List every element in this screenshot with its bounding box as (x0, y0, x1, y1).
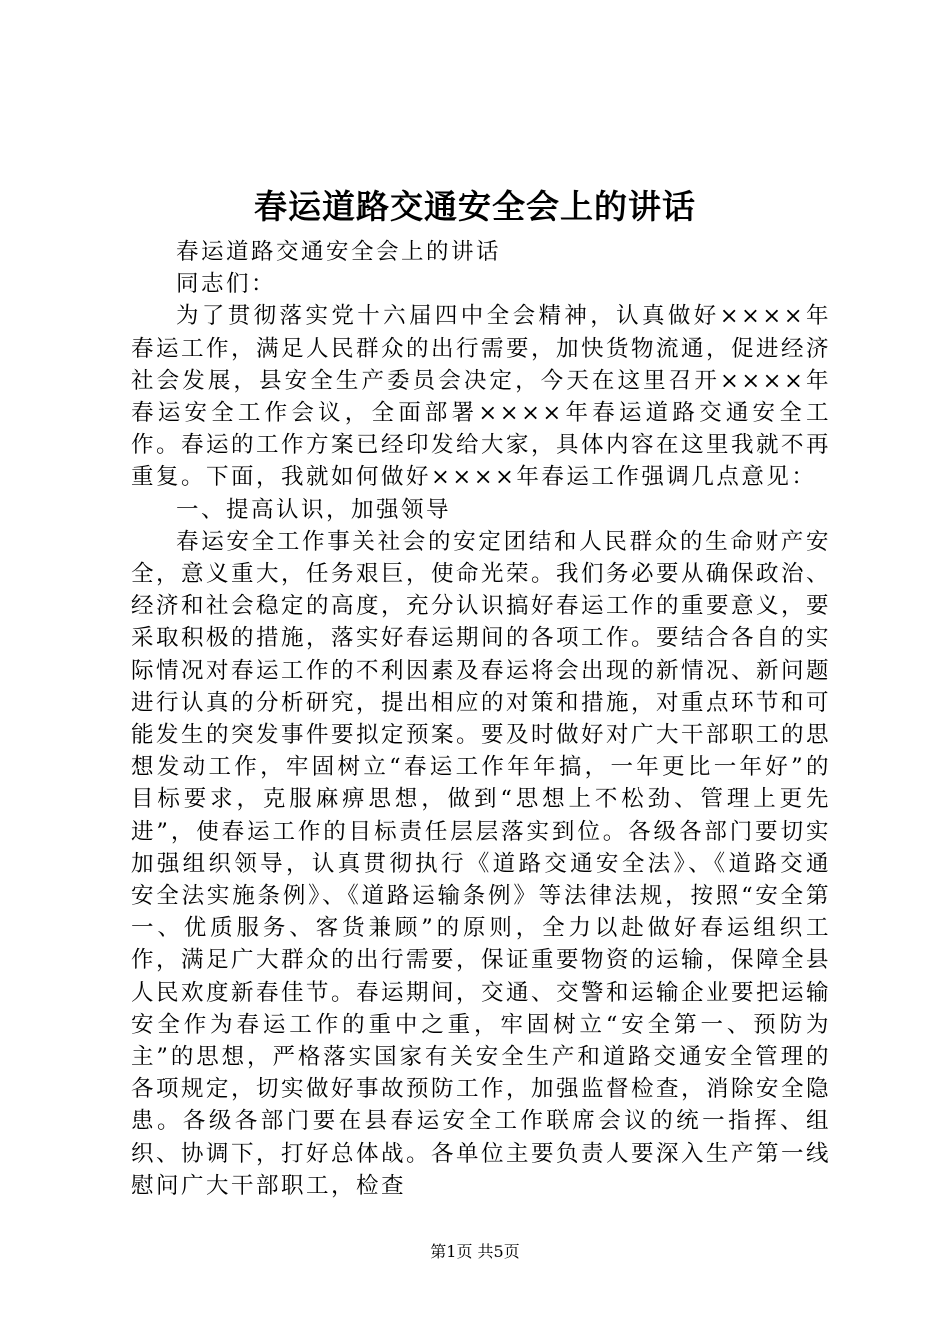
subtitle-paragraph: 春运道路交通安全会上的讲话 (176, 239, 502, 265)
salutation-paragraph: 同志们： (176, 271, 277, 298)
intro-paragraph: 为了贯彻落实党十六届四中全会精神，认真做好××××年春运工作，满足人民群众的出行需要，加快货物流通，促进经济社会发展，县安全生产委员会决定，今天在这里召开××××年春运安全工作会议，全面部署××××年春运道路交通安全工作。春运的工作方案已经印发给大家，具体内容在这里我就不再重复。下面，我就如何做好××××年春运工作强调几点意见： (131, 303, 832, 491)
document-body (131, 236, 831, 1202)
section-heading: 一、提高认识，加强领导 (176, 496, 452, 523)
page-footer: 第1页 共5页 (430, 1242, 520, 1261)
document-title: 春运道路交通安全会上的讲话 (254, 187, 696, 226)
body-paragraph: 春运安全工作事关社会的安定团结和人民群众的生命财产安全，意义重大，任务艰巨，使命光荣。我们务必要从确保政治、经济和社会稳定的高度，充分认识搞好春运工作的重要意义，要采取积极的措施，落实好春运期间的各项工作。要结合各自的实际情况对春运工作的不利因素及春运将会出现的新情况、新问题进行认真的分析研究，提出相应的对策和措施，对重点环节和可能发生的突发事件要拟定预案。要及时做好对广大干部职工的思想发动工作，牢固树立“春运工作年年搞，一年更比一年好”的目标要求，克服麻痹思想，做到“思想上不松劲、管理上更先进”，使春运工作的目标责任层层落实到位。各级各部门要切实加强组织领导，认真贯彻执行《道路交通安全法》、《道路交通安全法实施条例》、《道路运输条例》等法律法规，按照“安全第一、优质服务、客货兼顾”的原则，全力以赴做好春运组织工作，满足广大群众的出行需要，保证重要物资的运输，保障全县人民欢度新春佳节。春运期间，交通、交警和运输企业要把运输安全作为春运工作的重中之重，牢固树立“安全第一、预防为主”的思想，严格落实国家有关安全生产和道路交通安全管理的各项规定，切实做好事故预防工作，加强监督检查，消除安全隐患。各级各部门要在县春运安全工作联席会议的统一指挥、组织、协调下，打好总体战。各单位主要负责人要深入生产第一线慰问广大干部职工，检查 (131, 528, 832, 1199)
